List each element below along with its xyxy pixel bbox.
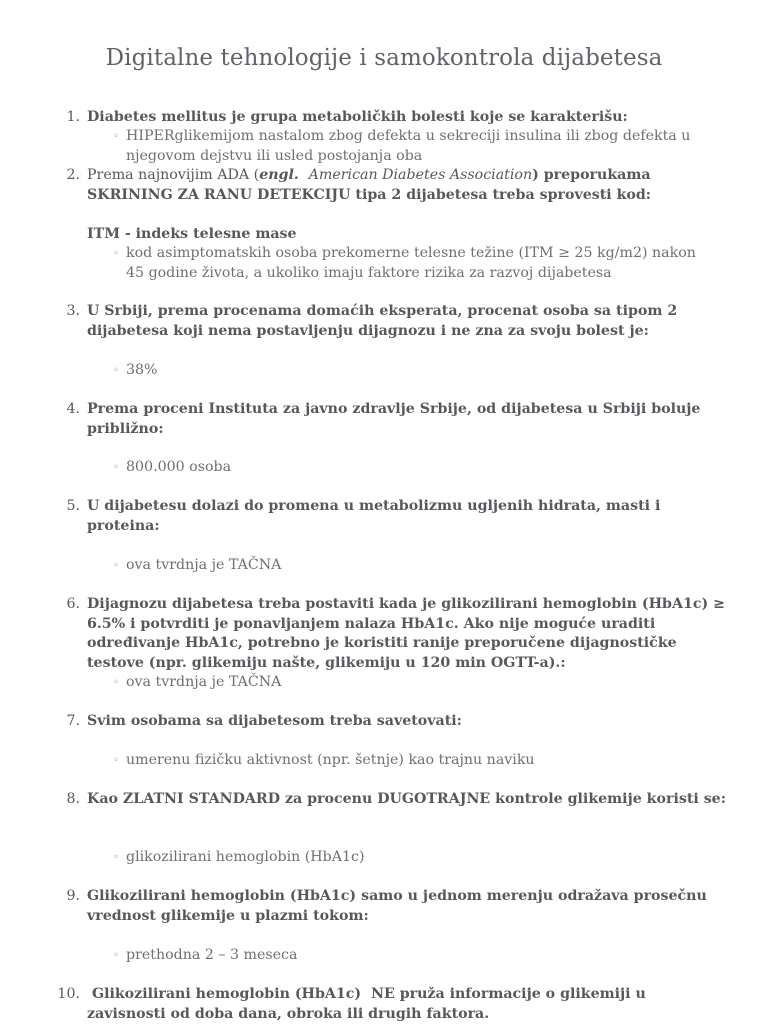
question-7: Svim osobama sa dijabetesom treba savetovati:	[87, 713, 462, 729]
bullet-icon: ◦	[113, 677, 119, 688]
bullet-icon: ◦	[113, 365, 119, 376]
item-number: 2.	[66, 167, 80, 183]
answer-6: ova tvrdnja je TAČNA	[126, 674, 282, 690]
bullet-icon: ◦	[113, 131, 119, 142]
bullet-icon: ◦	[113, 462, 119, 473]
item-number: 8.	[66, 791, 80, 807]
item-number: 7.	[66, 713, 80, 729]
item-number: 9.	[66, 888, 80, 904]
answer-5: ova tvrdnja je TAČNA	[126, 557, 282, 573]
bullet-icon: ◦	[113, 755, 119, 766]
item-number: 1.	[66, 109, 80, 125]
bullet-icon: ◦	[113, 560, 119, 571]
answer-1: HIPERglikemijom nastalom zbog defekta u sekreciji insulina ili zbog defekta u njegovom dejstvu ili usled postojanja oba	[126, 128, 691, 164]
item-number: 10.	[57, 986, 80, 1002]
question-2: Prema najnovijim ADA (engl. American Diabetes Association) preporukama SKRINING ZA RANU DETEKCIJU tipa 2 dijabetesa treba sprovesti kod:	[87, 167, 652, 203]
subheading-itm: ITM - indeks telesne mase	[87, 226, 297, 242]
answer-4: 800.000 osoba	[126, 459, 232, 475]
answer-2: kod asimptomatskih osoba prekomerne telesne težine (ITM ≥ 25 kg/m2) nakon 45 godine života, a ukoliko imaju faktore rizika za razvoj dijabetesa	[126, 245, 696, 281]
item-number: 4.	[66, 401, 80, 417]
answer-8: glikozilirani hemoglobin (HbA1c)	[126, 849, 365, 865]
question-10: Glikozilirani hemoglobin (HbA1c) NE pruža informacije o glikemiji u zavisnosti od doba dana, obroka ili drugih faktora.	[87, 986, 651, 1022]
answer-9: prethodna 2 – 3 meseca	[126, 947, 298, 963]
answer-3: 38%	[126, 362, 158, 378]
page-title: Digitalne tehnologije i samokontrola dijabetesa	[105, 45, 663, 71]
bullet-icon: ◦	[113, 852, 119, 863]
answer-7: umerenu fizičku aktivnost (npr. šetnje) kao trajnu naviku	[126, 752, 535, 768]
bullet-icon: ◦	[113, 248, 119, 259]
question-9: Glikozilirani hemoglobin (HbA1c) samo u jednom merenju odražava prosečnu vrednost glikemije u plazmi tokom:	[87, 888, 707, 924]
question-8: Kao ZLATNI STANDARD za procenu DUGOTRAJNE kontrole glikemije koristi se:	[87, 791, 726, 807]
question-4: Prema proceni Instituta za javno zdravlje Srbije, od dijabetesa u Srbiji boluje približno:	[87, 401, 701, 437]
question-6: Dijagnozu dijabetesa treba postaviti kada je glikozilirani hemoglobin (HbA1c) ≥ 6.5% i potvrditi je ponavljanjem nalaza HbA1c. Ako nije moguće uraditi određivanje HbA1c, potrebno je koristiti ranije preporučene dijagnostičke testove (npr. glikemiju našte, glikemiju u 120 min OGTT-a).:	[87, 596, 726, 671]
question-3: U Srbiji, prema procenama domaćih eksperata, procenat osoba sa tipom 2 dijabetesa koji nema postavljenju dijagnozu i ne zna za svoju bolest je:	[87, 303, 678, 339]
bullet-icon: ◦	[113, 950, 119, 961]
item-number: 3.	[66, 303, 80, 319]
item-number: 6.	[66, 596, 80, 612]
question-5: U dijabetesu dolazi do promena u metabolizmu ugljenih hidrata, masti i proteina:	[87, 498, 661, 534]
item-number: 5.	[66, 498, 80, 514]
question-1: Diabetes mellitus je grupa metaboličkih bolesti koje se karakterišu:	[87, 109, 628, 125]
